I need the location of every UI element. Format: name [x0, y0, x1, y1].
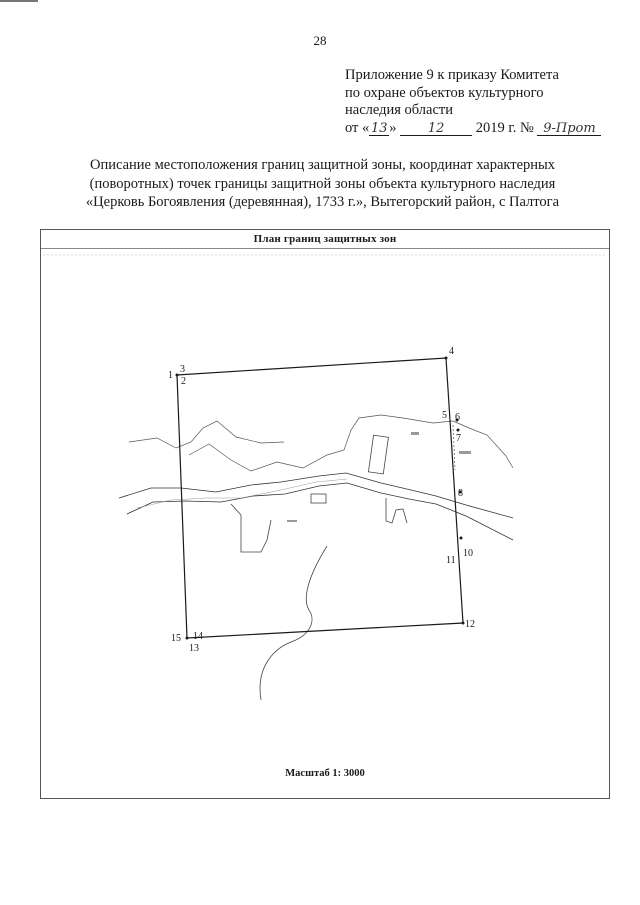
page-number: 28	[313, 33, 327, 48]
date-prefix: от «	[345, 119, 370, 136]
faint-label-2	[459, 451, 471, 454]
point-label-5: 5	[442, 410, 447, 421]
date-day: 13	[371, 120, 388, 136]
description-line-2: (поворотных) точек границы защитной зоны объекта культурного наследия	[89, 175, 556, 192]
point-4-marker	[445, 357, 448, 360]
point-14-marker	[186, 637, 189, 640]
point-7-marker	[457, 429, 460, 432]
contour-line-3	[453, 421, 513, 468]
point-label-7: 7	[456, 433, 461, 444]
faint-label-3	[287, 520, 297, 522]
plan-scale: Масштаб 1: 3000	[285, 768, 365, 779]
description-heading	[40, 156, 605, 212]
point-label-1: 1	[168, 370, 173, 381]
order-number: 9-Прот	[537, 122, 601, 136]
faint-label-1	[411, 432, 419, 435]
description-line-3: «Церковь Богоявления (деревянная), 1733 г.», Вытегорский район, с Палтога	[85, 194, 560, 210]
appendix-line-3: наследия области	[345, 102, 454, 118]
road-centerline	[137, 479, 347, 508]
date-mid: »	[389, 119, 397, 136]
point-label-4: 4	[449, 346, 454, 357]
appendix-date-line	[345, 120, 601, 138]
scan-edge-mark	[0, 0, 38, 2]
point-label-3: 3	[180, 364, 185, 375]
parcel-outline-east	[386, 498, 407, 523]
appendix-line-1: Приложение 9 к приказу Комитета	[345, 67, 559, 83]
parcel-outline	[231, 504, 271, 552]
plan-title: План границ защитных зон	[41, 230, 609, 249]
contour-line-1	[129, 421, 284, 448]
point-label-10: 10	[463, 548, 473, 559]
point-label-14: 14	[193, 631, 203, 642]
appendix-line-2: по охране объектов культурного	[345, 84, 544, 101]
building-church	[368, 435, 388, 474]
point-label-6: 6	[455, 412, 460, 423]
point-label-2: 2	[181, 376, 186, 387]
date-month: 12	[400, 122, 472, 136]
contour-line-2	[189, 415, 453, 471]
point-label-12: 12	[465, 619, 475, 630]
parcels	[231, 435, 407, 700]
point-10-marker	[460, 537, 463, 540]
point-label-13: 13	[189, 643, 199, 654]
point-1-marker	[176, 374, 179, 377]
appendix-header	[345, 67, 601, 137]
stream-line	[260, 546, 327, 700]
point-label-11: 11	[446, 555, 456, 566]
point-label-8: 8	[458, 488, 463, 499]
point-label-15: 15	[171, 633, 181, 644]
zone-map	[41, 230, 609, 798]
date-year: 2019 г. №	[475, 119, 534, 136]
plan-frame	[40, 229, 610, 799]
building-small	[311, 494, 326, 503]
description-line-1: Описание местоположения границ защитной зоны, координат характерных	[89, 157, 556, 173]
